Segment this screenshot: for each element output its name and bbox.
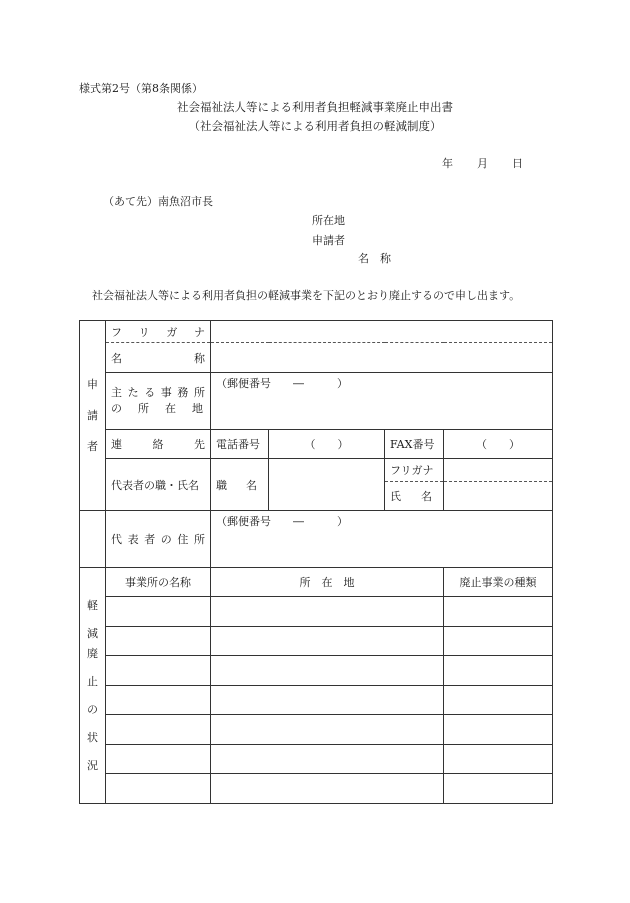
- facility-name-cell[interactable]: [106, 626, 211, 656]
- abolish-section-char: 軽: [87, 598, 98, 612]
- name-label-cell: [106, 343, 211, 373]
- location-cell[interactable]: [211, 715, 444, 745]
- name-label: 名 称: [111, 351, 205, 365]
- rep-name-label-cell: [385, 482, 444, 511]
- date-month: 月: [477, 157, 488, 170]
- contact-label-cell: [106, 430, 211, 459]
- office-location-label-1: 主 た る 事 務 所: [111, 386, 205, 399]
- statement-text: 社会福祉法人等による利用者負担の軽減事業を下記のとおり廃止するので申し出ます。: [92, 289, 521, 302]
- title-label-cell: [211, 459, 269, 511]
- facility-name-cell[interactable]: [106, 744, 211, 774]
- postal-code-text: （郵便番号 ― ）: [216, 377, 348, 390]
- table-row: [80, 774, 553, 804]
- applicant-label: 申請者: [312, 234, 345, 247]
- applicant-section-label: [80, 321, 106, 511]
- table-row: [80, 597, 553, 627]
- abolish-section-char: 止: [87, 674, 98, 688]
- table-row: [80, 626, 553, 656]
- location-cell[interactable]: [211, 744, 444, 774]
- document-subtitle: （社会福祉法人等による利用者負担の軽減制度）: [188, 119, 442, 133]
- date-day: 日: [512, 157, 523, 170]
- applicant-location-label: 所在地: [312, 214, 345, 227]
- table-row: [80, 685, 553, 715]
- header-location: 所 在 地: [211, 568, 444, 597]
- form-table: [79, 320, 553, 804]
- office-location-label-2: の 所 在 地: [111, 402, 203, 415]
- location-cell[interactable]: [211, 597, 444, 627]
- representative-label: 代表者の職・氏名: [106, 459, 211, 511]
- office-location-label-cell: [106, 373, 211, 430]
- abolished-type-cell[interactable]: [444, 626, 553, 656]
- table-row: [80, 715, 553, 745]
- header-abolished-type: 廃止事業の種類: [444, 568, 553, 597]
- office-location-input[interactable]: [211, 373, 553, 430]
- rep-furigana-label: フリガナ: [385, 459, 444, 482]
- abolish-section-char: の: [87, 702, 98, 716]
- location-cell[interactable]: [211, 656, 444, 686]
- location-cell[interactable]: [211, 774, 444, 804]
- title-label: 職 名: [216, 478, 257, 492]
- rep-furigana-input[interactable]: [444, 459, 553, 482]
- rep-address-label: 代 表 者 の 住 所: [111, 533, 205, 546]
- title-input[interactable]: [269, 459, 385, 511]
- addressee: （あて先）南魚沼市長: [103, 195, 213, 208]
- facility-name-cell[interactable]: [106, 774, 211, 804]
- document-title: 社会福祉法人等による利用者負担軽減事業廃止申出書: [177, 100, 453, 114]
- phone-label: 電話番号: [211, 430, 269, 459]
- furigana-label-cell: [106, 321, 211, 343]
- location-cell[interactable]: [211, 685, 444, 715]
- abolished-type-cell[interactable]: [444, 597, 553, 627]
- form-number: 様式第2号（第8条関係）: [79, 82, 203, 95]
- rep-address-input[interactable]: [211, 511, 553, 568]
- rep-name-input[interactable]: [444, 482, 553, 511]
- table-row: [80, 744, 553, 774]
- abolish-section-label: [80, 568, 106, 804]
- header-facility-name: 事業所の名称: [106, 568, 211, 597]
- abolished-type-cell[interactable]: [444, 774, 553, 804]
- abolished-type-cell[interactable]: [444, 685, 553, 715]
- date-year: 年: [442, 157, 453, 170]
- fax-label: FAX番号: [385, 430, 444, 459]
- facility-name-cell[interactable]: [106, 685, 211, 715]
- furigana-label: フ リ ガ ナ: [111, 325, 205, 339]
- facility-name-cell[interactable]: [106, 715, 211, 745]
- rep-postal-code-text: （郵便番号 ― ）: [216, 515, 348, 528]
- rep-name-label: 氏 名: [390, 490, 432, 503]
- applicant-section-char: 申: [87, 378, 98, 391]
- applicant-section-continuation: [80, 511, 106, 568]
- abolish-section-char: 状: [87, 730, 98, 744]
- abolish-section-char: 況: [87, 758, 98, 772]
- applicant-section-char: 者: [87, 440, 98, 453]
- facility-name-cell[interactable]: [106, 656, 211, 686]
- table-row: [80, 656, 553, 686]
- facility-name-cell[interactable]: [106, 597, 211, 627]
- contact-label: 連 絡 先: [111, 438, 205, 451]
- phone-paren: （ ）: [304, 438, 349, 451]
- applicant-name-label: 名 称: [358, 252, 391, 265]
- abolish-section-char: 廃: [87, 646, 98, 660]
- fax-paren: （ ）: [476, 438, 520, 451]
- name-input[interactable]: [211, 343, 553, 373]
- furigana-input[interactable]: [211, 321, 553, 343]
- abolish-section-char: 減: [87, 626, 98, 640]
- rep-address-label-cell: [106, 511, 211, 568]
- fax-input[interactable]: [444, 430, 553, 459]
- phone-input[interactable]: [269, 430, 385, 459]
- abolished-type-cell[interactable]: [444, 744, 553, 774]
- abolished-type-cell[interactable]: [444, 715, 553, 745]
- applicant-section-char: 請: [87, 409, 98, 422]
- location-cell[interactable]: [211, 626, 444, 656]
- abolished-type-cell[interactable]: [444, 656, 553, 686]
